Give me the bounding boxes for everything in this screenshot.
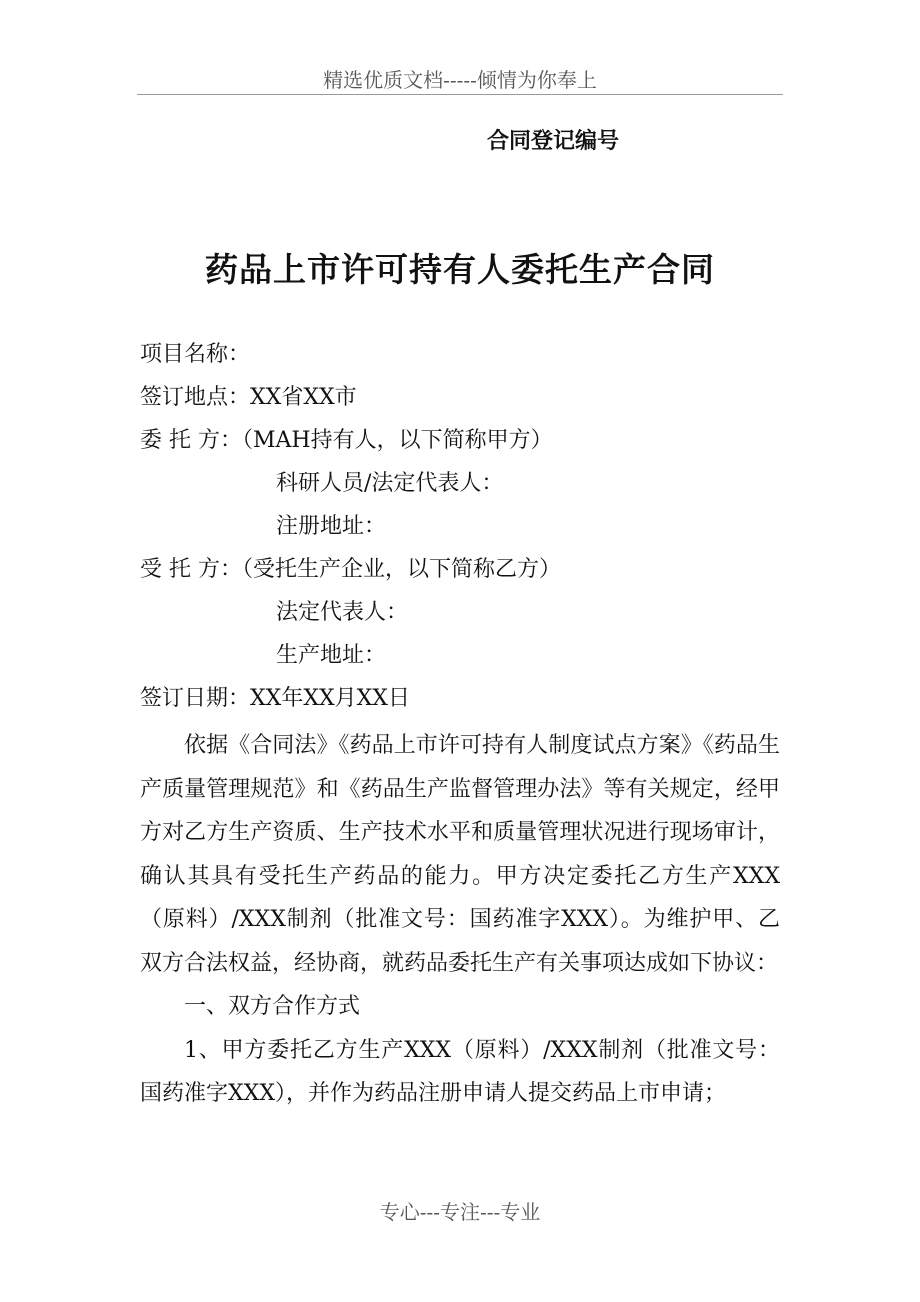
contract-meta — [140, 333, 561, 720]
preamble-paragraph: 依据《合同法》《药品上市许可持有人制度试点方案》《药品生产质量管理规范》和《药品生产监督管理办法》等有关规定，经甲方对乙方生产资质、生产技术水平和质量管理状况进行现场审计，确认其具有受托生产药品的能力。甲方决定委托乙方生产XXX（原料）/XXX制剂（批准文号：国药准字XXX）。为维护甲、乙双方合法权益，经协商，就药品委托生产有关事项达成如下协议： — [140, 733, 780, 976]
section-heading: 一、双方合作方式 — [184, 994, 361, 1019]
signing-place: 签订地点：XX省XX市 — [140, 385, 357, 410]
header-rule — [137, 94, 783, 95]
registration-number-label: 合同登记编号 — [487, 129, 620, 154]
contract-body — [140, 724, 780, 1116]
contractor-address: 生产地址： — [276, 643, 387, 668]
page-footer: 专心---专注---专业 — [379, 1200, 541, 1224]
document-title: 药品上市许可持有人委托生产合同 — [205, 250, 715, 289]
project-name: 项目名称： — [140, 342, 251, 367]
client-address: 注册地址： — [276, 514, 387, 539]
contractor-party: 受 托 方：（受托生产企业，以下简称乙方） — [140, 557, 561, 582]
client-party: 委 托 方：（MAH持有人，以下简称甲方） — [140, 428, 553, 453]
contractor-representative: 法定代表人： — [276, 600, 409, 625]
clause-paragraph: 1、甲方委托乙方生产XXX（原料）/XXX制剂（批准文号：国药准字XXX），并作为药品注册申请人提交药品上市申请； — [140, 1037, 780, 1106]
page-header: 精选优质文档-----倾情为你奉上 — [323, 68, 597, 92]
client-representative: 科研人员/法定代表人： — [276, 471, 504, 496]
signing-date: 签订日期：XX年XX月XX日 — [140, 686, 410, 711]
